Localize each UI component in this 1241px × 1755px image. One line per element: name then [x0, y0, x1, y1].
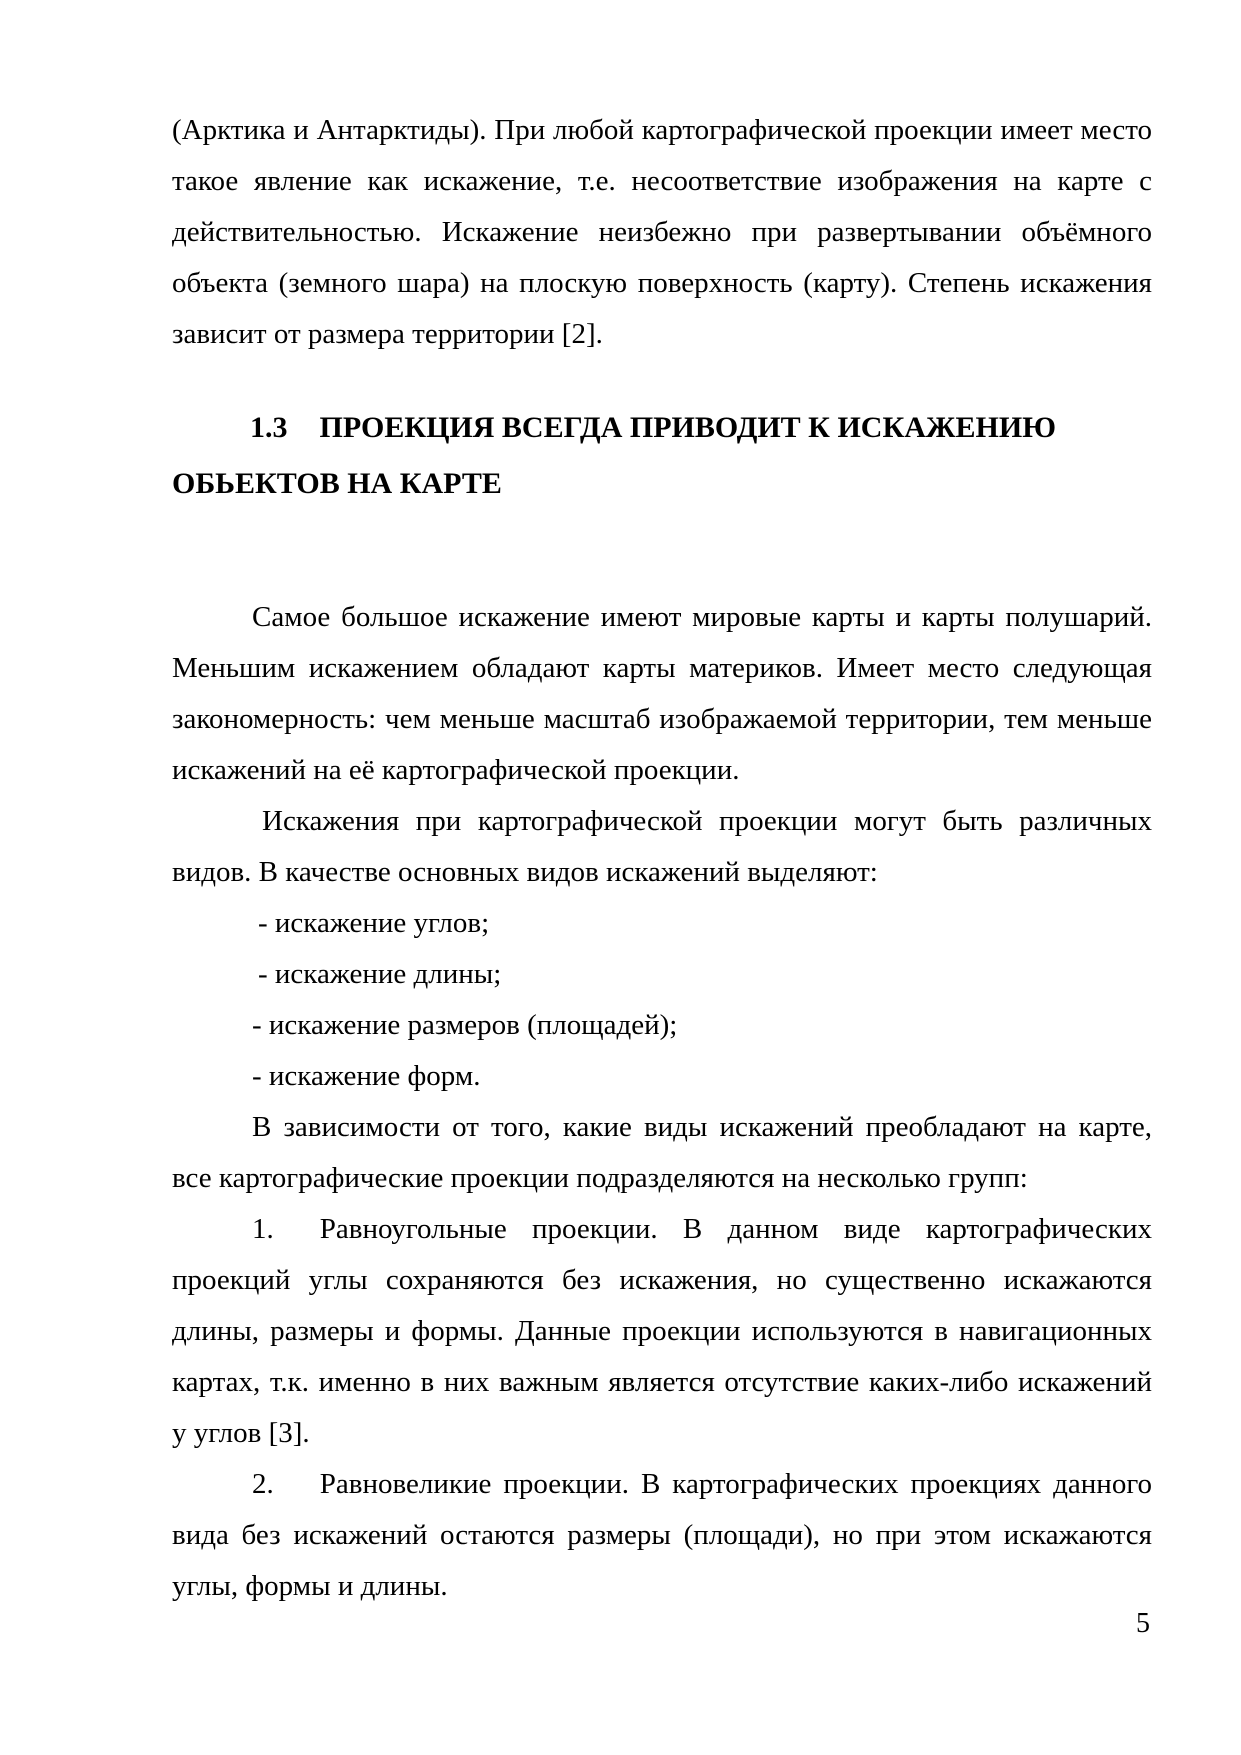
item-1-text: Равноугольные проекции. В данном виде картографических проекций углы сохраняются без искажения, но существенно искажаются длины, размеры и формы. Данные проекции используются в навигационных картах, т.к. именно в них важным является отсутствие каких-либо искажений у углов [3]. [172, 1213, 1152, 1449]
section-heading-line1 [172, 400, 1152, 456]
paragraph-scale: Самое большое искажение имеют мировые карты и карты полушарий. Меньшим искажением обладают карты материков. Имеет место следующая закономерность: чем меньше масштаб изображаемой территории, тем меньше искажений на её картографической проекции. [172, 601, 1152, 786]
page-number: 5 [1136, 1608, 1150, 1639]
continuation-paragraph: (Арктика и Антарктиды). При любой картографической проекции имеет место такое явление как искажение, т.е. несоответствие изображения на карте с действительностью. Искажение неизбежно при развертывании объёмного объекта (земного шара) на плоскую поверхность (карту). Степень искажения зависит от размера территории [2]. [172, 114, 1152, 350]
paragraph-types-intro: Искажения при картографической проекции могут быть различных видов. В качестве основных видов искажений выделяют: [172, 805, 1152, 888]
list-item-length: - искажение длины; [258, 958, 502, 990]
list-item-angles: - искажение углов; [258, 907, 490, 939]
numbered-item-2 [172, 1459, 1152, 1612]
item-2-text: Равновеликие проекции. В картографических проекциях данного вида без искажений остаются размеры (площади), но при этом искажаются углы, формы и длины. [172, 1468, 1152, 1602]
list-item-shapes: - искажение форм. [252, 1060, 481, 1092]
numbered-item-1 [172, 1204, 1152, 1459]
list-item-sizes: - искажение размеров (площадей); [252, 1009, 678, 1041]
section-heading [172, 400, 1152, 512]
item-2-number: 2. [252, 1468, 274, 1500]
heading-number: 1.3 [250, 411, 288, 444]
page-content [172, 105, 1152, 1612]
heading-title-line2: ОБЬЕКТОВ НА КАРТЕ [172, 467, 502, 500]
item-1-number: 1. [252, 1213, 274, 1245]
paragraph-groups-intro: В зависимости от того, какие виды искажений преобладают на карте, все картографические проекции подразделяются на несколько групп: [172, 1111, 1152, 1194]
heading-title-line1: ПРОЕКЦИЯ ВСЕГДА ПРИВОДИТ К ИСКАЖЕНИЮ [319, 411, 1056, 444]
